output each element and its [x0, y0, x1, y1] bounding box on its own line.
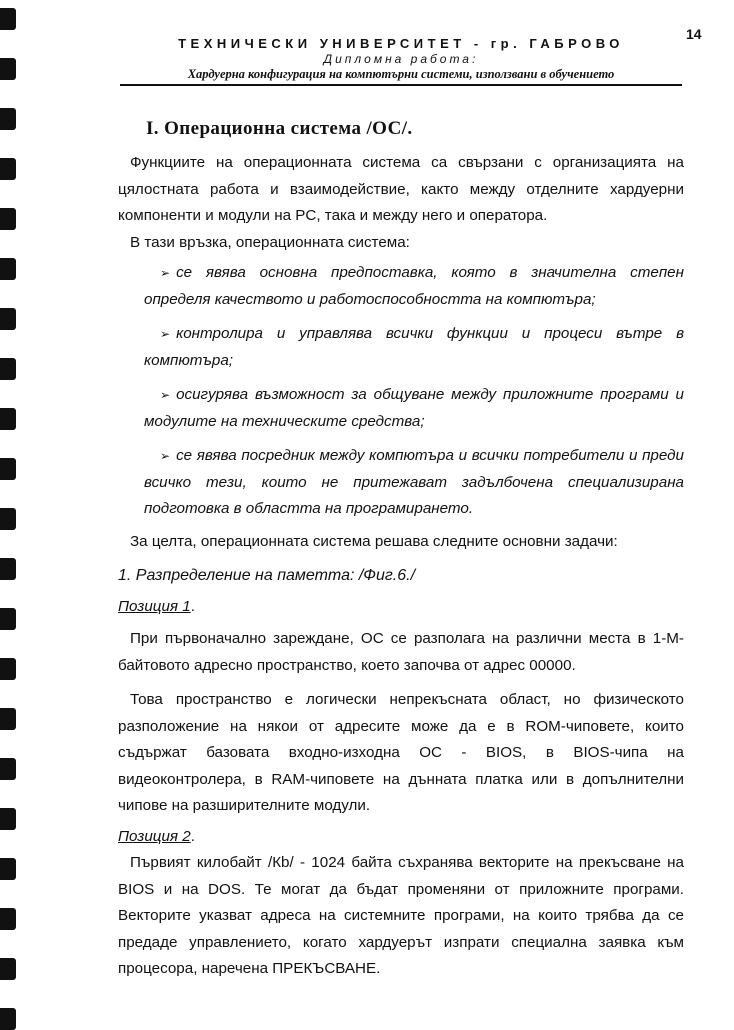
position-2-label: Позиция 2 — [118, 827, 191, 845]
position-1-label: Позиция 1 — [118, 597, 191, 615]
arrow-bullet-icon: ➢ — [160, 266, 171, 280]
arrow-bullet-icon: ➢ — [160, 388, 171, 402]
binding-hole — [0, 958, 16, 980]
section-title: I. Операционна система /ОС/. — [146, 118, 413, 139]
binding-hole — [0, 708, 16, 730]
page-content: I. Операционна система /ОС/. Функциите на операционната система са свързани с организацията на цялостната работа и взаимодействие, както между отделните хардуерни компоненти и модули на PC, така и между него и оператора. В тази връзка, операционната система: ➢ се явява основна предпоставка, която в значителна степен определя качеството и работоспособността на компютъра; ➢ контролира и управлява всички функции и процеси вътре в компютъра; ➢ осигурява възможност за общуване между приложните програми и модулите на техническите средства; ➢ се явява посредник между компютъра и всички потребители и преди всичко тези, които не притежават задълбочена специализирана подготовка в областта на програмирането. За целта, операционната система решава следните основни задачи: 1. Разпределение на паметта: /Фиг.6./ Позиция 1. При първоначално зареждане, ОС се разполага на различни места в 1-М-байтовото адресно пространство, което започва от адрес 00000. Това пространство е логически непрекъсната област, но физическото разположение на някои от адресите може да е в ROM-чиповете, които съдържат базовата входно-изходна ОС - BIOS, в BIOS-чипа на видеоконтролера, в RAM-чиповете на дънната платка или в допълнителни чипове на разширителните модули. Позиция 2. Първият килобайт /Кb/ - 1024 байта съхранява векторите на прекъсване на BIOS и на DOS. Те могат да бъдат променяни от приложните програми. Векторите указват адреса на системните програми, на които трябва да се предаде управлението, когато хардуерът изпрати специална заявка към процесора, наречена ПРЕКЪСВАНЕ. — [118, 118, 684, 983]
position-2-paragraph: Първият килобайт /Кb/ - 1024 байта съхранява векторите на прекъсване на BIOS и на DOS. Те могат да бъдат променяни от приложните програми. Векторите указват адреса на системните програми, на които трябва да се предаде управлението, когато хардуерът изпрати специална заявка към процесора, наречена ПРЕКЪСВАНЕ. — [118, 854, 684, 977]
binding-hole — [0, 558, 16, 580]
page-header — [120, 36, 682, 86]
arrow-bullet-icon: ➢ — [160, 327, 171, 341]
binding-hole — [0, 108, 16, 130]
binding-hole — [0, 408, 16, 430]
binding-hole — [0, 208, 16, 230]
binding-hole — [0, 858, 16, 880]
binding-hole — [0, 258, 16, 280]
binding-hole — [0, 608, 16, 630]
task-heading: 1. Разпределение на паметта: /Фиг.6./ — [118, 567, 416, 584]
position-1-paragraph: Това пространство е логически непрекъсната област, но физическото разположение на някои от адресите може да е в ROM-чиповете, които съдържат базовата входно-изходна ОС - BIOS, в BIOS-чипа на видеоконтролера, в RAM-чиповете на дънната платка или в допълнителни чипове на разширителните модули. — [118, 691, 684, 814]
list-item: ➢ се явява посредник между компютъра и всички потребители и преди всичко тези, които не притежават задълбочена специализирана подготовка в областта на програмирането. — [144, 447, 684, 517]
binding-hole — [0, 908, 16, 930]
binding-hole — [0, 758, 16, 780]
binding-hole — [0, 458, 16, 480]
binding-hole — [0, 658, 16, 680]
intro-paragraph: Функциите на операционната система са свързани с организацията на цялостната работа и взаимодействие, както между отделните хардуерни компоненти и модули на PC, така и между него и оператора. — [118, 154, 684, 224]
tasks-intro: За целта, операционната система решава следните основни задачи: — [130, 532, 618, 550]
university-name: ТЕХНИЧЕСКИ УНИВЕРСИТЕТ - гр. ГАБРОВО — [178, 36, 624, 51]
work-type: Дипломна работа: — [323, 52, 479, 66]
binding-hole — [0, 508, 16, 530]
binding-hole — [0, 58, 16, 80]
list-item: ➢ се явява основна предпоставка, която в значителна степен определя качеството и работоспособността на компютъра; — [144, 264, 684, 308]
binding-hole — [0, 158, 16, 180]
page-number: 14 — [686, 26, 702, 42]
header-rule — [120, 84, 682, 86]
thesis-topic: Хардуерна конфигурация на компютърни системи, използвани в обучението — [187, 67, 615, 81]
binding-hole — [0, 808, 16, 830]
spiral-binding — [0, 0, 22, 1024]
arrow-bullet-icon: ➢ — [160, 449, 171, 463]
binding-hole — [0, 1008, 16, 1030]
binding-hole — [0, 308, 16, 330]
position-1-paragraph: При първоначално зареждане, ОС се разполага на различни места в 1-М-байтовото адресно пространство, което започва от адрес 00000. — [118, 630, 684, 674]
list-item: ➢ осигурява възможност за общуване между приложните програми и модулите на техническите средства; — [144, 386, 684, 430]
binding-hole — [0, 358, 16, 380]
intro-lead: В тази връзка, операционната система: — [130, 233, 410, 251]
list-item: ➢ контролира и управлява всички функции и процеси вътре в компютъра; — [144, 325, 684, 369]
binding-hole — [0, 8, 16, 30]
